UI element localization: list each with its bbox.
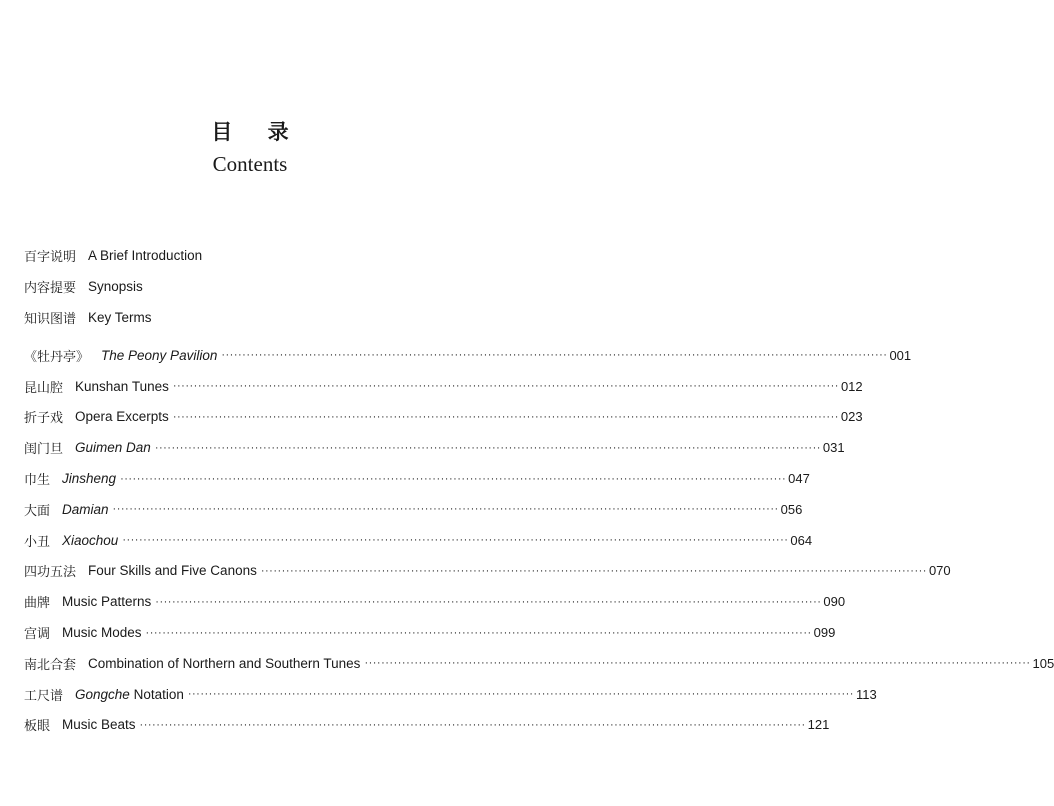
toc-entry-chinese-title: 曲牌 [24,596,51,612]
toc-entry[interactable] [24,340,912,371]
toc-entry-page-number: 105 [1032,655,1054,671]
toc-leader-dots: ································································································································································ [172,380,839,393]
front-matter-item[interactable] [24,302,444,333]
toc-entry[interactable] [24,402,863,433]
toc-entry-english-title: Music Patterns [62,594,152,610]
toc-entry-english-title: The Peony Pavilion [101,347,218,363]
toc-entry-page-number: 012 [840,378,863,394]
toc-entry-chinese-title: 工尺谱 [24,688,64,704]
front-matter-list [24,240,444,333]
toc-entry-chinese-title: 宫调 [24,627,51,643]
toc-entry-english-title-plain: Notation [129,686,184,702]
toc-entry[interactable] [24,371,863,402]
toc-entry-english-title: Xiaochou [62,532,119,548]
toc-entry-page-number: 099 [813,625,836,641]
toc-entry-page-number: 031 [822,440,845,456]
toc-entry-page-number: 064 [790,532,813,548]
toc-entry-english-title: Music Beats [62,717,136,733]
toc-entry-chinese-title: 板眼 [24,719,51,735]
toc-entry-chinese-title: 大面 [24,503,51,519]
page-title-chinese: 目 录 [211,120,303,144]
toc-entry-chinese-title: 闺门旦 [24,442,64,458]
toc-entry-page-number: 121 [807,717,830,733]
toc-entry[interactable] [24,556,951,587]
toc-entry-page-number: 090 [823,594,846,610]
front-matter-english-label: Key Terms [88,310,152,325]
toc-entry[interactable] [24,525,813,556]
toc-leader-dots: ································································································································································ [122,534,789,547]
page-title-english: Contents [212,152,288,176]
toc-entry-english-title: Combination of Northern and Southern Tunes [88,655,361,671]
toc-leader-dots: ································································································································································ [260,564,927,577]
toc-leader-dots: ································································································································································ [187,688,854,701]
toc-entry-english-title [75,687,184,702]
toc-leader-dots: ································································································································································ [154,441,821,454]
toc-leader-dots: ································································································································································ [155,595,822,608]
toc-entry-page-number: 113 [855,686,877,702]
toc-entry-chinese-title: 小丑 [24,534,51,550]
toc-entry-chinese-title: 巾生 [24,473,51,489]
front-matter-chinese-label: 百字说明 [24,250,77,265]
toc-entry-chinese-title: 折子戏 [24,411,64,427]
toc-entry[interactable] [24,463,810,494]
toc-entry-chinese-title: 昆山腔 [24,380,64,396]
toc-entry-english-title: Music Modes [62,625,142,641]
toc-leader-dots: ································································································································································ [221,349,888,362]
toc-entry-english-title: Kunshan Tunes [75,378,169,394]
toc-leader-dots: ································································································································································ [364,657,1031,670]
toc-entry-english-title: Jinsheng [62,471,117,487]
toc-entry-english-title-italic: Gongche [75,686,130,702]
toc-leader-dots: ································································································································································ [120,472,787,485]
toc-entry-english-title: Damian [62,501,109,517]
toc-entry[interactable] [24,648,1054,679]
front-matter-item[interactable] [24,240,444,271]
toc-entry[interactable] [24,679,877,710]
toc-entry-chinese-title: 《牡丹亭》 [24,349,90,365]
front-matter-item[interactable] [24,271,444,302]
toc-entry[interactable] [24,586,846,617]
toc-entry-chinese-title: 四功五法 [24,565,77,581]
toc-entry-english-title: Four Skills and Five Canons [88,563,257,579]
toc-leader-dots: ································································································································································ [139,718,806,731]
front-matter-english-label: A Brief Introduction [88,248,203,263]
toc-entry-page-number: 070 [928,563,951,579]
toc-entry-chinese-title: 南北合套 [24,657,77,673]
front-matter-english-label: Synopsis [88,279,143,294]
toc-leader-dots: ································································································································································ [112,503,779,516]
front-matter-chinese-label: 内容提要 [24,281,77,296]
toc-entry-english-title: Opera Excerpts [75,409,169,425]
toc-entry[interactable] [24,432,845,463]
toc-entry-page-number: 056 [780,501,803,517]
toc-entry-english-title: Guimen Dan [75,440,151,456]
toc-entry-page-number: 047 [788,471,810,487]
toc-entry-page-number: 023 [840,409,863,425]
toc-entry-page-number: 001 [889,347,912,363]
toc-leader-dots: ································································································································································ [172,410,839,423]
toc-entry[interactable] [24,617,836,648]
toc-entry[interactable] [24,710,830,741]
front-matter-chinese-label: 知识图谱 [24,312,77,327]
toc-entries-list [24,340,1054,740]
toc-leader-dots: ································································································································································ [145,626,812,639]
toc-entry[interactable] [24,494,803,525]
